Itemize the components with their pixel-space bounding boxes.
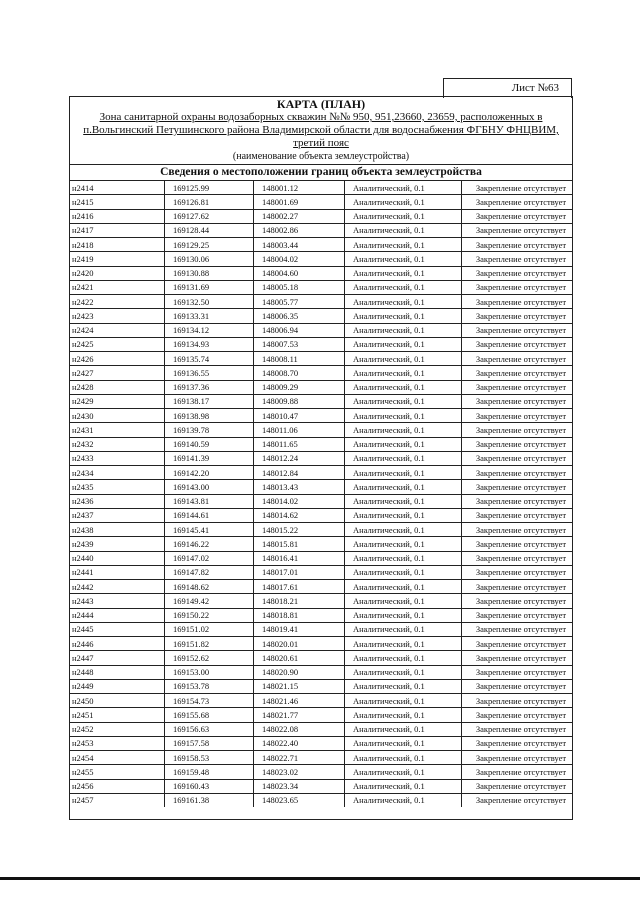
y-coordinate-cell: 148002.27: [254, 209, 345, 223]
table-row: [70, 637, 572, 651]
section-title: Сведения о местоположении границ объекта землеустройства: [70, 164, 572, 180]
x-coordinate-cell: 169150.22: [165, 608, 254, 622]
point-id-cell: н2457: [70, 793, 165, 807]
x-coordinate-cell: 169151.82: [165, 637, 254, 651]
table-row: [70, 722, 572, 736]
y-coordinate-cell: 148006.94: [254, 323, 345, 337]
point-id-cell: н2428: [70, 380, 165, 394]
y-coordinate-cell: 148005.18: [254, 280, 345, 294]
x-coordinate-cell: 169151.02: [165, 622, 254, 636]
fixing-description-cell: Закрепление отсутствует: [462, 765, 573, 779]
y-coordinate-cell: 148013.43: [254, 480, 345, 494]
point-id-cell: н2437: [70, 508, 165, 522]
method-accuracy-cell: Аналитический, 0.1: [345, 223, 462, 237]
table-row: [70, 480, 572, 494]
sheet-number-box: [443, 78, 572, 98]
y-coordinate-cell: 148003.44: [254, 238, 345, 252]
method-accuracy-cell: Аналитический, 0.1: [345, 394, 462, 408]
point-id-cell: н2456: [70, 779, 165, 793]
table-row: [70, 793, 572, 807]
x-coordinate-cell: 169143.81: [165, 494, 254, 508]
method-accuracy-cell: Аналитический, 0.1: [345, 565, 462, 579]
table-row: [70, 280, 572, 294]
y-coordinate-cell: 148022.40: [254, 736, 345, 750]
point-id-cell: н2431: [70, 423, 165, 437]
method-accuracy-cell: Аналитический, 0.1: [345, 694, 462, 708]
fixing-description-cell: Закрепление отсутствует: [462, 409, 573, 423]
subtitle-line-2: п.Вольгинский Петушинского района Владимирской области для водоснабжения ФГБНУ ФНЦВИМ,: [83, 124, 559, 136]
y-coordinate-cell: 148008.11: [254, 352, 345, 366]
x-coordinate-cell: 169136.55: [165, 366, 254, 380]
y-coordinate-cell: 148015.22: [254, 523, 345, 537]
method-accuracy-cell: Аналитический, 0.1: [345, 736, 462, 750]
method-accuracy-cell: Аналитический, 0.1: [345, 480, 462, 494]
point-id-cell: н2432: [70, 437, 165, 451]
y-coordinate-cell: 148017.01: [254, 565, 345, 579]
y-coordinate-cell: 148002.86: [254, 223, 345, 237]
y-coordinate-cell: 148012.24: [254, 451, 345, 465]
fixing-description-cell: Закрепление отсутствует: [462, 608, 573, 622]
fixing-description-cell: Закрепление отсутствует: [462, 508, 573, 522]
method-accuracy-cell: Аналитический, 0.1: [345, 309, 462, 323]
y-coordinate-cell: 148006.35: [254, 309, 345, 323]
point-id-cell: н2453: [70, 736, 165, 750]
method-accuracy-cell: Аналитический, 0.1: [345, 608, 462, 622]
fixing-description-cell: Закрепление отсутствует: [462, 195, 573, 209]
document-frame: [69, 96, 573, 820]
method-accuracy-cell: Аналитический, 0.1: [345, 280, 462, 294]
y-coordinate-cell: 148011.06: [254, 423, 345, 437]
point-id-cell: н2449: [70, 679, 165, 693]
fixing-description-cell: Закрепление отсутствует: [462, 537, 573, 551]
fixing-description-cell: Закрепление отсутствует: [462, 380, 573, 394]
fixing-description-cell: Закрепление отсутствует: [462, 722, 573, 736]
y-coordinate-cell: 148007.53: [254, 337, 345, 351]
table-row: [70, 195, 572, 209]
point-id-cell: н2454: [70, 751, 165, 765]
table-row: [70, 451, 572, 465]
method-accuracy-cell: Аналитический, 0.1: [345, 765, 462, 779]
x-coordinate-cell: 169138.17: [165, 394, 254, 408]
point-id-cell: н2426: [70, 352, 165, 366]
y-coordinate-cell: 148021.46: [254, 694, 345, 708]
fixing-description-cell: Закрепление отсутствует: [462, 551, 573, 565]
x-coordinate-cell: 169132.50: [165, 295, 254, 309]
point-id-cell: н2436: [70, 494, 165, 508]
table-row: [70, 266, 572, 280]
method-accuracy-cell: Аналитический, 0.1: [345, 409, 462, 423]
method-accuracy-cell: Аналитический, 0.1: [345, 622, 462, 636]
sheet-number: Лист №63: [511, 82, 559, 94]
point-id-cell: н2447: [70, 651, 165, 665]
x-coordinate-cell: 169125.99: [165, 181, 254, 195]
x-coordinate-cell: 169149.42: [165, 594, 254, 608]
point-id-cell: н2443: [70, 594, 165, 608]
x-coordinate-cell: 169135.74: [165, 352, 254, 366]
point-id-cell: н2427: [70, 366, 165, 380]
table-row: [70, 580, 572, 594]
fixing-description-cell: Закрепление отсутствует: [462, 708, 573, 722]
fixing-description-cell: Закрепление отсутствует: [462, 523, 573, 537]
y-coordinate-cell: 148018.81: [254, 608, 345, 622]
x-coordinate-cell: 169129.25: [165, 238, 254, 252]
method-accuracy-cell: Аналитический, 0.1: [345, 508, 462, 522]
method-accuracy-cell: Аналитический, 0.1: [345, 537, 462, 551]
point-id-cell: н2421: [70, 280, 165, 294]
fixing-description-cell: Закрепление отсутствует: [462, 323, 573, 337]
table-row: [70, 309, 572, 323]
point-id-cell: н2451: [70, 708, 165, 722]
y-coordinate-cell: 148019.41: [254, 622, 345, 636]
point-id-cell: н2434: [70, 466, 165, 480]
point-id-cell: н2423: [70, 309, 165, 323]
method-accuracy-cell: Аналитический, 0.1: [345, 651, 462, 665]
x-coordinate-cell: 169140.59: [165, 437, 254, 451]
x-coordinate-cell: 169147.82: [165, 565, 254, 579]
x-coordinate-cell: 169144.61: [165, 508, 254, 522]
x-coordinate-cell: 169147.02: [165, 551, 254, 565]
y-coordinate-cell: 148017.61: [254, 580, 345, 594]
x-coordinate-cell: 169154.73: [165, 694, 254, 708]
table-row: [70, 565, 572, 579]
method-accuracy-cell: Аналитический, 0.1: [345, 181, 462, 195]
table-row: [70, 380, 572, 394]
y-coordinate-cell: 148014.02: [254, 494, 345, 508]
fixing-description-cell: Закрепление отсутствует: [462, 466, 573, 480]
fixing-description-cell: Закрепление отсутствует: [462, 309, 573, 323]
point-id-cell: н2430: [70, 409, 165, 423]
table-row: [70, 651, 572, 665]
point-id-cell: н2440: [70, 551, 165, 565]
x-coordinate-cell: 169156.63: [165, 722, 254, 736]
fixing-description-cell: Закрепление отсутствует: [462, 565, 573, 579]
fixing-description-cell: Закрепление отсутствует: [462, 280, 573, 294]
table-row: [70, 394, 572, 408]
table-row: [70, 409, 572, 423]
method-accuracy-cell: Аналитический, 0.1: [345, 266, 462, 280]
point-id-cell: н2418: [70, 238, 165, 252]
table-row: [70, 437, 572, 451]
x-coordinate-cell: 169155.68: [165, 708, 254, 722]
fixing-description-cell: Закрепление отсутствует: [462, 223, 573, 237]
fixing-description-cell: Закрепление отсутствует: [462, 209, 573, 223]
method-accuracy-cell: Аналитический, 0.1: [345, 451, 462, 465]
point-id-cell: н2419: [70, 252, 165, 266]
point-id-cell: н2450: [70, 694, 165, 708]
method-accuracy-cell: Аналитический, 0.1: [345, 594, 462, 608]
subtitle-line-1: Зона санитарной охраны водозаборных скважин №№ 950, 951,23660, 23659, расположенных в: [99, 111, 543, 123]
point-id-cell: н2422: [70, 295, 165, 309]
x-coordinate-cell: 169161.38: [165, 793, 254, 807]
point-id-cell: н2425: [70, 337, 165, 351]
x-coordinate-cell: 169142.20: [165, 466, 254, 480]
y-coordinate-cell: 148005.77: [254, 295, 345, 309]
fixing-description-cell: Закрепление отсутствует: [462, 252, 573, 266]
x-coordinate-cell: 169138.98: [165, 409, 254, 423]
method-accuracy-cell: Аналитический, 0.1: [345, 337, 462, 351]
x-coordinate-cell: 169127.62: [165, 209, 254, 223]
fixing-description-cell: Закрепление отсутствует: [462, 266, 573, 280]
point-id-cell: н2438: [70, 523, 165, 537]
fixing-description-cell: Закрепление отсутствует: [462, 580, 573, 594]
point-id-cell: н2445: [70, 622, 165, 636]
object-caption: (наименование объекта землеустройства): [232, 151, 410, 162]
x-coordinate-cell: 169128.44: [165, 223, 254, 237]
y-coordinate-cell: 148018.21: [254, 594, 345, 608]
fixing-description-cell: Закрепление отсутствует: [462, 238, 573, 252]
table-row: [70, 223, 572, 237]
y-coordinate-cell: 148016.41: [254, 551, 345, 565]
y-coordinate-cell: 148010.47: [254, 409, 345, 423]
point-id-cell: н2455: [70, 765, 165, 779]
point-id-cell: н2429: [70, 394, 165, 408]
y-coordinate-cell: 148020.61: [254, 651, 345, 665]
point-id-cell: н2435: [70, 480, 165, 494]
table-row: [70, 523, 572, 537]
fixing-description-cell: Закрепление отсутствует: [462, 793, 573, 807]
fixing-description-cell: Закрепление отсутствует: [462, 594, 573, 608]
x-coordinate-cell: 169134.12: [165, 323, 254, 337]
table-row: [70, 494, 572, 508]
method-accuracy-cell: Аналитический, 0.1: [345, 708, 462, 722]
x-coordinate-cell: 169130.88: [165, 266, 254, 280]
table-row: [70, 508, 572, 522]
method-accuracy-cell: Аналитический, 0.1: [345, 494, 462, 508]
method-accuracy-cell: Аналитический, 0.1: [345, 423, 462, 437]
method-accuracy-cell: Аналитический, 0.1: [345, 238, 462, 252]
point-id-cell: н2420: [70, 266, 165, 280]
fixing-description-cell: Закрепление отсутствует: [462, 679, 573, 693]
method-accuracy-cell: Аналитический, 0.1: [345, 252, 462, 266]
x-coordinate-cell: 169159.48: [165, 765, 254, 779]
fixing-description-cell: Закрепление отсутствует: [462, 779, 573, 793]
method-accuracy-cell: Аналитический, 0.1: [345, 323, 462, 337]
x-coordinate-cell: 169158.53: [165, 751, 254, 765]
point-id-cell: н2424: [70, 323, 165, 337]
x-coordinate-cell: 169146.22: [165, 537, 254, 551]
point-id-cell: н2441: [70, 565, 165, 579]
table-row: [70, 323, 572, 337]
method-accuracy-cell: Аналитический, 0.1: [345, 679, 462, 693]
document-title: КАРТА (ПЛАН): [276, 97, 366, 111]
point-id-cell: н2439: [70, 537, 165, 551]
table-row: [70, 423, 572, 437]
x-coordinate-cell: 169137.36: [165, 380, 254, 394]
fixing-description-cell: Закрепление отсутствует: [462, 437, 573, 451]
method-accuracy-cell: Аналитический, 0.1: [345, 380, 462, 394]
point-id-cell: н2448: [70, 665, 165, 679]
method-accuracy-cell: Аналитический, 0.1: [345, 352, 462, 366]
point-id-cell: н2452: [70, 722, 165, 736]
x-coordinate-cell: 169139.78: [165, 423, 254, 437]
table-row: [70, 779, 572, 793]
table-row: [70, 337, 572, 351]
method-accuracy-cell: Аналитический, 0.1: [345, 209, 462, 223]
method-accuracy-cell: Аналитический, 0.1: [345, 437, 462, 451]
fixing-description-cell: Закрепление отсутствует: [462, 451, 573, 465]
x-coordinate-cell: 169134.93: [165, 337, 254, 351]
table-row: [70, 295, 572, 309]
point-id-cell: н2416: [70, 209, 165, 223]
point-id-cell: н2433: [70, 451, 165, 465]
fixing-description-cell: Закрепление отсутствует: [462, 694, 573, 708]
y-coordinate-cell: 148001.12: [254, 181, 345, 195]
method-accuracy-cell: Аналитический, 0.1: [345, 523, 462, 537]
x-coordinate-cell: 169152.62: [165, 651, 254, 665]
y-coordinate-cell: 148020.90: [254, 665, 345, 679]
y-coordinate-cell: 148004.60: [254, 266, 345, 280]
table-row: [70, 608, 572, 622]
y-coordinate-cell: 148023.65: [254, 793, 345, 807]
method-accuracy-cell: Аналитический, 0.1: [345, 580, 462, 594]
fixing-description-cell: Закрепление отсутствует: [462, 394, 573, 408]
y-coordinate-cell: 148004.02: [254, 252, 345, 266]
table-row: [70, 751, 572, 765]
table-row: [70, 736, 572, 750]
method-accuracy-cell: Аналитический, 0.1: [345, 195, 462, 209]
y-coordinate-cell: 148012.84: [254, 466, 345, 480]
table-row: [70, 537, 572, 551]
table-row: [70, 366, 572, 380]
table-row: [70, 622, 572, 636]
fixing-description-cell: Закрепление отсутствует: [462, 337, 573, 351]
x-coordinate-cell: 169131.69: [165, 280, 254, 294]
y-coordinate-cell: 148009.29: [254, 380, 345, 394]
fixing-description-cell: Закрепление отсутствует: [462, 352, 573, 366]
y-coordinate-cell: 148023.34: [254, 779, 345, 793]
table-row: [70, 238, 572, 252]
method-accuracy-cell: Аналитический, 0.1: [345, 637, 462, 651]
x-coordinate-cell: 169133.31: [165, 309, 254, 323]
method-accuracy-cell: Аналитический, 0.1: [345, 551, 462, 565]
table-row: [70, 765, 572, 779]
page-bottom-line: [0, 877, 640, 880]
fixing-description-cell: Закрепление отсутствует: [462, 637, 573, 651]
table-row: [70, 694, 572, 708]
table-row: [70, 665, 572, 679]
x-coordinate-cell: 169153.78: [165, 679, 254, 693]
x-coordinate-cell: 169141.39: [165, 451, 254, 465]
point-id-cell: н2417: [70, 223, 165, 237]
table-row: [70, 594, 572, 608]
fixing-description-cell: Закрепление отсутствует: [462, 295, 573, 309]
point-id-cell: н2414: [70, 181, 165, 195]
subtitle-line-3: третий пояс: [293, 137, 349, 149]
table-row: [70, 551, 572, 565]
fixing-description-cell: Закрепление отсутствует: [462, 480, 573, 494]
fixing-description-cell: Закрепление отсутствует: [462, 736, 573, 750]
fixing-description-cell: Закрепление отсутствует: [462, 366, 573, 380]
method-accuracy-cell: Аналитический, 0.1: [345, 366, 462, 380]
y-coordinate-cell: 148009.88: [254, 394, 345, 408]
method-accuracy-cell: Аналитический, 0.1: [345, 295, 462, 309]
y-coordinate-cell: 148023.02: [254, 765, 345, 779]
method-accuracy-cell: Аналитический, 0.1: [345, 751, 462, 765]
fixing-description-cell: Закрепление отсутствует: [462, 494, 573, 508]
x-coordinate-cell: 169130.06: [165, 252, 254, 266]
y-coordinate-cell: 148015.81: [254, 537, 345, 551]
document-header: [70, 97, 572, 163]
x-coordinate-cell: 169143.00: [165, 480, 254, 494]
x-coordinate-cell: 169157.58: [165, 736, 254, 750]
fixing-description-cell: Закрепление отсутствует: [462, 181, 573, 195]
y-coordinate-cell: 148022.08: [254, 722, 345, 736]
method-accuracy-cell: Аналитический, 0.1: [345, 665, 462, 679]
table-row: [70, 679, 572, 693]
x-coordinate-cell: 169148.62: [165, 580, 254, 594]
y-coordinate-cell: 148011.65: [254, 437, 345, 451]
method-accuracy-cell: Аналитический, 0.1: [345, 793, 462, 807]
point-id-cell: н2444: [70, 608, 165, 622]
method-accuracy-cell: Аналитический, 0.1: [345, 466, 462, 480]
fixing-description-cell: Закрепление отсутствует: [462, 423, 573, 437]
table-row: [70, 352, 572, 366]
table-row: [70, 181, 572, 195]
x-coordinate-cell: 169153.00: [165, 665, 254, 679]
table-row: [70, 252, 572, 266]
coordinates-table: [70, 180, 572, 807]
fixing-description-cell: Закрепление отсутствует: [462, 651, 573, 665]
point-id-cell: н2415: [70, 195, 165, 209]
y-coordinate-cell: 148021.77: [254, 708, 345, 722]
y-coordinate-cell: 148001.69: [254, 195, 345, 209]
fixing-description-cell: Закрепление отсутствует: [462, 751, 573, 765]
table-row: [70, 466, 572, 480]
point-id-cell: н2442: [70, 580, 165, 594]
y-coordinate-cell: 148020.01: [254, 637, 345, 651]
method-accuracy-cell: Аналитический, 0.1: [345, 779, 462, 793]
method-accuracy-cell: Аналитический, 0.1: [345, 722, 462, 736]
point-id-cell: н2446: [70, 637, 165, 651]
y-coordinate-cell: 148021.15: [254, 679, 345, 693]
table-row: [70, 209, 572, 223]
fixing-description-cell: Закрепление отсутствует: [462, 665, 573, 679]
x-coordinate-cell: 169126.81: [165, 195, 254, 209]
table-row: [70, 708, 572, 722]
y-coordinate-cell: 148008.70: [254, 366, 345, 380]
y-coordinate-cell: 148022.71: [254, 751, 345, 765]
fixing-description-cell: Закрепление отсутствует: [462, 622, 573, 636]
y-coordinate-cell: 148014.62: [254, 508, 345, 522]
x-coordinate-cell: 169160.43: [165, 779, 254, 793]
x-coordinate-cell: 169145.41: [165, 523, 254, 537]
